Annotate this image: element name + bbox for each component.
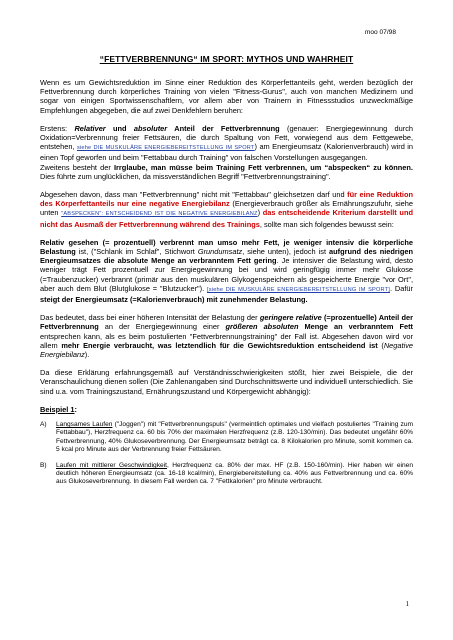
- example-marker: A): [40, 421, 47, 429]
- document-code: moo 07/98: [364, 29, 396, 36]
- page-number: 1: [405, 600, 409, 608]
- document-title: “FETTVERBRENNUNG“ IM SPORT: MYTHOS UND WAHRHEIT: [99, 54, 354, 64]
- example-a: A) Langsames Laufen ("Joggen") mit "Fettverbrennungspuls" (vermeintlich optimales und vielfach postuliertes "Training zum Fettabbau"), Herzfrequenz ca. 60 bis 70% der maximalen Herzfrequenz (z.B. 120-130/min). Das bedeutet ungefähr 60% Fettverbrennung, 40% Glukoseverbrennung. Der Energieumsatz beträgt ca. 8 Kilokalorien pro Minute, somit kommen ca. 5 kcal pro Minute aus der Verbrennung freier Fettsäuren.: [40, 421, 413, 453]
- paragraph-first-error: Erstens: Relativer und absoluter Anteil der Fettverbrennung (genauer: Energiegewinnung durch Oxidation=Verbrennung freier Fettsäuren, die durch Spaltung von Fett, vorwiegend aus dem Fettgewebe, entstehen, siehe DIE MUSKULÄRE ENERGIEBEREITSTELLUNG IM SPORT) am Energieumsatz (Kalorienverbrauch) wird in einen Topf geworfen und beim "Fettabbau durch Training" von falschen Vorstellungen ausgegangen. Zweitens besteht der Irrglaube, man müsse beim Training Fett verbrennen, um “abspecken“ zu können. Dies führte zum unglücklichen, da missverständlichen Begriff "Fettverbrennungstraining".: [40, 123, 414, 181]
- example-marker: B): [40, 461, 47, 469]
- paragraph-relative-fat: Relativ gesehen (= prozentuell) verbrennt man umso mehr Fett, je weniger intensiv die körperliche Belastung ist, ("Schlank im Schlaf", Stichwort Grundumsatz, siehe unten), jedoch ist aufgrund des niedrigen Energieumsatzes die absolute Menge an verbranntem Fett gering. Je intensiver die Belastung wird, desto weniger trägt Fett prozentuell zur Energiegewinnung bei und wird geringfügig immer mehr Glukose (=Traubenzucker) verbrannt (primär aus den muskulären Glykogenspeichern als gespeicherte Energie "vor Ort", aber auch dem Blut (Blutglukose = "Blutzucker"). [siehe DIE MUSKULÄRE ENERGIEBEREITSTELLUNG IM SPORT]. Dafür steigt der Energieumsatz (=Kalorienverbrauch) mit zunehmender Belastung.: [40, 237, 413, 305]
- link-muscular-energy-2[interactable]: [siehe DIE MUSKULÄRE ENERGIEBEREITSTELLUNG IM SPORT]: [207, 286, 391, 293]
- paragraph-higher-intensity: Das bedeutet, dass bei einer höheren Intensität der Belastung der geringere relative (=prozentuelle) Anteil der Fettverbrennung an der Energiegewinnung einer größeren absoluten Menge an verbranntem Fett entsprechen kann, als es beim postulierten "Fettverbrennungstraining" der Fall ist. Abgesehen davon wird vor allem mehr Energie verbraucht, was letztendlich für die Gewichtsreduktion entscheidend ist (Negative Energiebilanz).: [40, 313, 414, 360]
- example-heading: Beispiel 1:: [40, 404, 77, 414]
- paragraph-energy-balance: Abgesehen davon, dass man "Fettverbrennung" nicht mit "Fettabbau" gleichsetzen darf und für eine Reduktion des Körperfettanteils nur eine negative Energiebilanz (Energieverbrauch größer als Ernährungszufuhr, siehe unten "ABSPECKEN": ENTSCHEIDEND IST DIE NEGATIVE ENERGIEBILANZ) das entscheidende Kriterium darstellt und nicht das Ausmaß der Fettverbrennung während des Trainings, sollte man sich folgendes bewusst sein:: [40, 190, 413, 229]
- link-negative-energy-balance[interactable]: "ABSPECKEN": ENTSCHEIDEND IST DIE NEGATIVE ENERGIEBILANZ: [61, 211, 258, 218]
- example-b: B) Laufen mit mittlerer Geschwindigkeit, Herzfrequenz ca. 80% der max. HF (z.B. 150-160/min). Hier haben wir einen deutlich höheren Energieumsatz (ca. 16-18 kcal/min), Energiebereitstellung ca. 40% aus Fettverbrennung und ca. 60% aus Glukoseverbrennung. In diesem Fall werden ca. 7 "Fettkalorien" pro Minute verbraucht.: [40, 461, 414, 486]
- paragraph-examples-intro: Da diese Erklärung erfahrungsgemäß auf Verständnisschwierigkeiten stößt, hier zwei Beispiele, die der Veranschaulichung dienen sollen (Die Zahlenangaben sind Durchschnittswerte und individuell unterschiedlich. Sie sind u.a. vom Trainingszustand, Ernährungszustand und Körpergewicht abhängig):: [40, 368, 413, 396]
- intro-paragraph: Wenn es um Gewichtsreduktion im Sinne einer Reduktion des Körperfettanteils geht, werden bezüglich der Fettverbrennung durch körperliches Training von vielen "Fitness-Gurus", auch von manchen Medizinern und sogar von einigen Sportwissenschaftlern, vor allem aber von Trainern in Fitnessstudios unzweckmäßige Empfehlungen abgegeben, die auf zwei Denkfehlern beruhen:: [40, 78, 413, 115]
- link-muscular-energy[interactable]: siehe DIE MUSKULÄRE ENERGIEBEREITSTELLUNG IM SPORT: [76, 145, 255, 152]
